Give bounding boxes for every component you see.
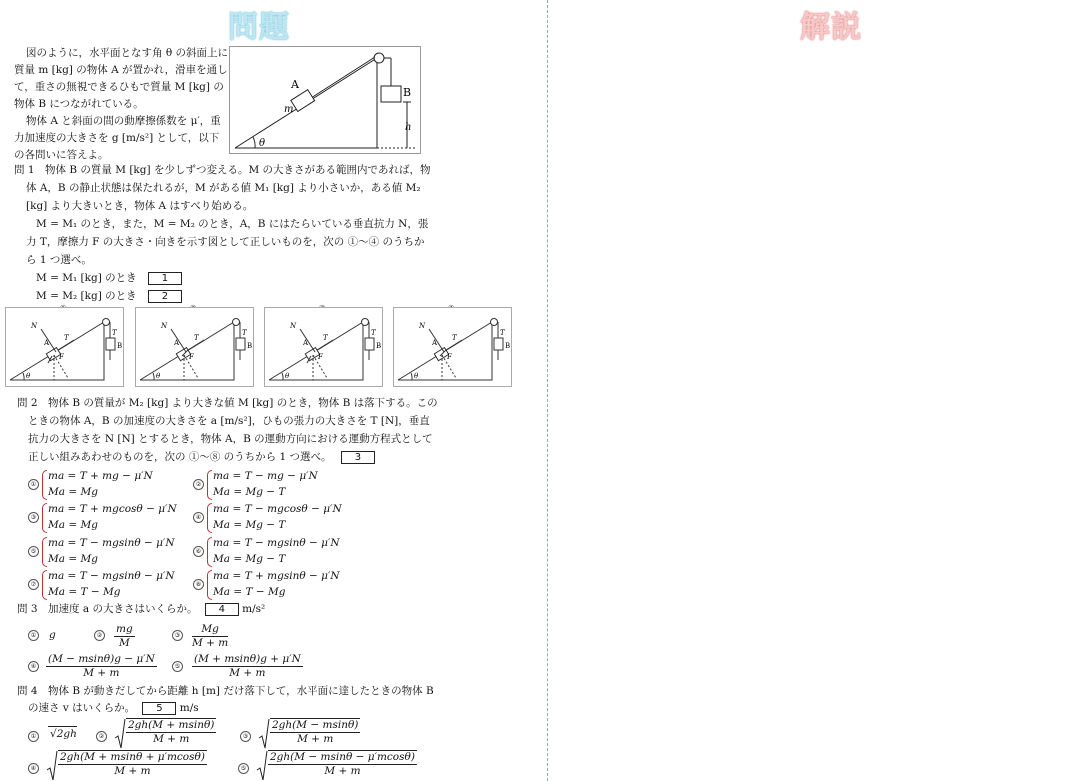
svg-text:T: T <box>242 329 247 337</box>
brace-icon <box>42 470 47 500</box>
svg-text:T: T <box>371 329 376 337</box>
q2-option-6-number: ⑥ <box>193 546 204 557</box>
brace-icon <box>207 503 212 533</box>
q2-option-5-eq-2: Ma = Mg <box>48 553 98 565</box>
brace-icon <box>207 570 212 600</box>
q1-option-1[interactable] <box>5 305 124 387</box>
q1-line-6: ら 1 つ選べ。 <box>26 254 92 266</box>
svg-text:θ: θ <box>285 372 290 380</box>
svg-text:T: T <box>323 334 328 342</box>
svg-text:B: B <box>247 342 253 350</box>
q2-option-2-number: ② <box>193 479 204 490</box>
q3-opt4-frac: $\frac{(M - msin\theta)g - \mu'N}{M + m}$ <box>48 653 155 679</box>
svg-text:T: T <box>112 329 117 337</box>
q2-option-2[interactable] <box>193 468 353 502</box>
q2-option-8-eq-2: Ma = T − Mg <box>213 586 286 598</box>
intro-line-7: の各問いに答えよ。 <box>14 149 109 161</box>
q2-option-1-number: ① <box>28 479 39 490</box>
q2-option-3-eq-2: Ma = Mg <box>48 519 98 531</box>
q4-opt2-num[interactable]: ② <box>96 731 107 742</box>
q4-opt5-frac: $\frac{2gh(M - msin\theta - \mu'mcos\theta)}{M + m}$ <box>270 751 415 777</box>
main-incline-figure <box>229 46 421 154</box>
q1-option-2[interactable] <box>135 305 254 387</box>
svg-text:T: T <box>452 334 457 342</box>
main-label-theta: θ <box>259 138 266 149</box>
svg-text:N: N <box>31 322 38 330</box>
q3-opt5-num[interactable]: ⑤ <box>172 661 183 672</box>
answer-box-3[interactable]: 3 <box>341 451 375 464</box>
q2-option-3-eq-1: ma = T + mgcosθ − μ′N <box>48 503 177 515</box>
svg-text:θ: θ <box>414 372 419 380</box>
svg-text:F: F <box>59 353 64 361</box>
intro-line-1: 図のように，水平面となす角 θ の斜面上に <box>26 47 228 59</box>
q2-line-4-text: 正しい組みあわせのものを，次の ①〜⑧ のうちから 1 つ選べ。 <box>28 451 332 463</box>
svg-text:B: B <box>376 342 382 350</box>
q1-line-2: 体 A，B の静止状態は保たれるが，M がある値 M₁ [kg] より小さいか，ある値 M₂ <box>26 182 421 194</box>
brace-icon <box>42 537 47 567</box>
explanation-title: 解説 <box>800 10 862 45</box>
q2-option-5-eq-1: ma = T − mgsinθ − μ′N <box>48 537 175 549</box>
q2-option-7-eq-1: ma = T − mgsinθ − μ′N <box>48 570 175 582</box>
svg-text:A: A <box>432 339 438 347</box>
q1-option-2-figure <box>135 307 254 387</box>
q2-line-2: ときの物体 A，B の加速度の大きさを a [m/s²]，ひもの張力の大きさを T [N]，垂直 <box>28 415 430 427</box>
svg-text:A: A <box>303 339 309 347</box>
brace-icon <box>207 470 212 500</box>
q2-line-3: 抗力の大きさを N [N] とするとき，物体 A，B の運動方向における運動方程式として <box>28 433 433 445</box>
intro-line-2: 質量 m [kg] の物体 A が置かれ，滑車を通し <box>14 64 228 76</box>
svg-text:A: A <box>44 339 50 347</box>
intro-line-5: 物体 A と斜面の間の動摩擦係数を μ′，重 <box>26 115 221 127</box>
q1-option-3-figure <box>264 307 383 387</box>
brace-icon <box>42 503 47 533</box>
q1-answer-label-1: M = M₁ [kg] のとき <box>36 272 137 284</box>
svg-text:T: T <box>64 334 69 342</box>
q1-answer-row-1 <box>36 270 182 287</box>
q4-opt4-frac: $\frac{2gh(M + msin\theta + \mu'mcos\theta)}{M + m}$ <box>60 751 205 777</box>
q2-option-6-eq-2: Ma = Mg − T <box>213 553 286 565</box>
intro-line-4: 物体 B につながれている。 <box>14 98 144 110</box>
q4-unit: m/s <box>179 702 199 714</box>
svg-text:N: N <box>161 322 168 330</box>
answer-box-2[interactable]: 2 <box>148 290 182 303</box>
q1-answer-label-2: M = M₂ [kg] のとき <box>36 290 137 302</box>
q4-opt3-frac: $\frac{2gh(M - msin\theta)}{M + m}$ <box>272 719 359 745</box>
q1-answer-row-2 <box>36 288 182 305</box>
q2-option-8[interactable] <box>193 568 353 602</box>
q4-line-2 <box>28 700 199 717</box>
main-label-b: B <box>403 86 412 99</box>
page-divider <box>547 0 548 781</box>
svg-text:T: T <box>500 329 505 337</box>
q4-opt1: √2gh <box>50 728 77 740</box>
svg-text:θ: θ <box>26 372 31 380</box>
q2-option-6[interactable] <box>193 535 353 569</box>
answer-box-1[interactable]: 1 <box>148 272 182 285</box>
q4-opt5-num[interactable]: ⑤ <box>238 763 249 774</box>
q2-option-5-number: ⑤ <box>28 546 39 557</box>
q3-opt3-num[interactable]: ③ <box>172 630 183 641</box>
intro-line-3: て，重さの無視できるひもで質量 M [kg] の <box>14 81 224 93</box>
q2-option-4-number: ④ <box>193 512 204 523</box>
q4-opt2-frac: $\frac{2gh(M + msin\theta)}{M + m}$ <box>128 719 215 745</box>
svg-text:N: N <box>290 322 297 330</box>
q3-opt2-num[interactable]: ② <box>94 630 105 641</box>
q2-option-6-eq-1: ma = T − mgsinθ − μ′N <box>213 537 340 549</box>
q2-line-4 <box>28 449 375 466</box>
q4-opt4-root-icon <box>46 750 58 781</box>
q4-line-1: 問 4 物体 B が動きだしてから距離 h [m] だけ落下して，水平面に達したときの物体 B <box>17 685 434 697</box>
q1-option-1-figure <box>5 307 124 387</box>
q3-unit: m/s² <box>242 603 266 615</box>
q4-opt3-num[interactable]: ③ <box>240 731 251 742</box>
q1-line-5: 力 T，摩擦力 F の大きさ・向きを示す図として正しいものを，次の ①〜④ のうちか <box>26 236 425 248</box>
svg-text:F: F <box>447 353 452 361</box>
q2-option-2-eq-1: ma = T − mg − μ′N <box>213 470 318 482</box>
q2-option-1-eq-1: ma = T + mg − μ′N <box>48 470 153 482</box>
main-label-h: h <box>405 122 412 133</box>
svg-text:F: F <box>189 353 194 361</box>
q4-opt4-num[interactable]: ④ <box>28 763 39 774</box>
svg-text:N: N <box>419 322 426 330</box>
brace-icon <box>42 570 47 600</box>
svg-text:T: T <box>194 334 199 342</box>
q2-option-3[interactable] <box>28 501 188 535</box>
main-label-m: m <box>284 104 294 115</box>
brace-icon <box>207 537 212 567</box>
q1-option-4-figure <box>393 307 512 387</box>
q2-option-1-eq-2: Ma = Mg <box>48 486 98 498</box>
svg-text:B: B <box>117 342 123 350</box>
q2-option-5[interactable] <box>28 535 188 569</box>
q2-option-1[interactable] <box>28 468 188 502</box>
svg-text:F: F <box>318 353 323 361</box>
q3-opt5-frac: $\frac{(M + msin\theta)g + \mu'N}{M + m}$ <box>194 653 301 679</box>
question-title: 問題 <box>228 10 290 45</box>
q1-line-3: [kg] より大きいとき，物体 A はすべり始める。 <box>26 200 254 212</box>
q2-option-2-eq-2: Ma = Mg − T <box>213 486 286 498</box>
svg-text:θ: θ <box>156 372 161 380</box>
q4-opt3-root-icon <box>258 718 270 750</box>
q3-opt2-frac: $\frac{mg}{M}$ <box>116 623 133 649</box>
q2-option-8-eq-1: ma = T + mgsinθ − μ′N <box>213 570 340 582</box>
q1-option-4[interactable] <box>393 305 512 387</box>
q4-opt2-root-icon <box>114 718 126 750</box>
q2-option-3-number: ③ <box>28 512 39 523</box>
svg-text:A: A <box>174 339 180 347</box>
answer-box-5[interactable]: 5 <box>142 702 176 715</box>
q4-line-2-text: の速さ v はいくらか。 <box>28 702 136 714</box>
q1-line-1: 問 1 物体 B の質量 M [kg] を少しずつ変える。M の大きさがある範囲内であれば，物 <box>14 164 431 176</box>
q4-opt1-num[interactable]: ① <box>28 731 39 742</box>
q2-option-7-number: ⑦ <box>28 579 39 590</box>
q3-opt1-num[interactable]: ① <box>28 630 39 641</box>
q2-option-7-eq-2: Ma = T − Mg <box>48 586 121 598</box>
q3-line-text: 問 3 加速度 a の大きさはいくらか。 <box>17 603 198 615</box>
q1-line-4: M = M₁ のとき，また，M = M₂ のとき，A，B にはたらいている垂直抗力 N，張 <box>36 218 429 230</box>
q3-opt4-num[interactable]: ④ <box>28 661 39 672</box>
q2-option-8-number: ⑧ <box>193 579 204 590</box>
svg-text:B: B <box>505 342 511 350</box>
main-label-a: A <box>291 78 299 91</box>
q3-line <box>17 601 265 618</box>
q2-option-7[interactable] <box>28 568 188 602</box>
q3-opt1: g <box>49 629 56 641</box>
q3-opt3-frac: $\frac{Mg}{M + m}$ <box>192 623 229 649</box>
q2-line-1: 問 2 物体 B の質量が M₂ [kg] より大きな値 M [kg] のとき，物体 B は落下する。この <box>17 397 438 409</box>
q2-option-4-eq-1: ma = T − mgcosθ − μ′N <box>213 503 342 515</box>
answer-box-4[interactable]: 4 <box>205 603 239 616</box>
intro-line-6: 力加速度の大きさを g [m/s²] として，以下 <box>14 132 220 144</box>
q2-option-4[interactable] <box>193 501 353 535</box>
q4-opt5-root-icon <box>256 750 268 781</box>
q1-option-3[interactable] <box>264 305 383 387</box>
q2-option-4-eq-2: Ma = Mg − T <box>213 519 286 531</box>
